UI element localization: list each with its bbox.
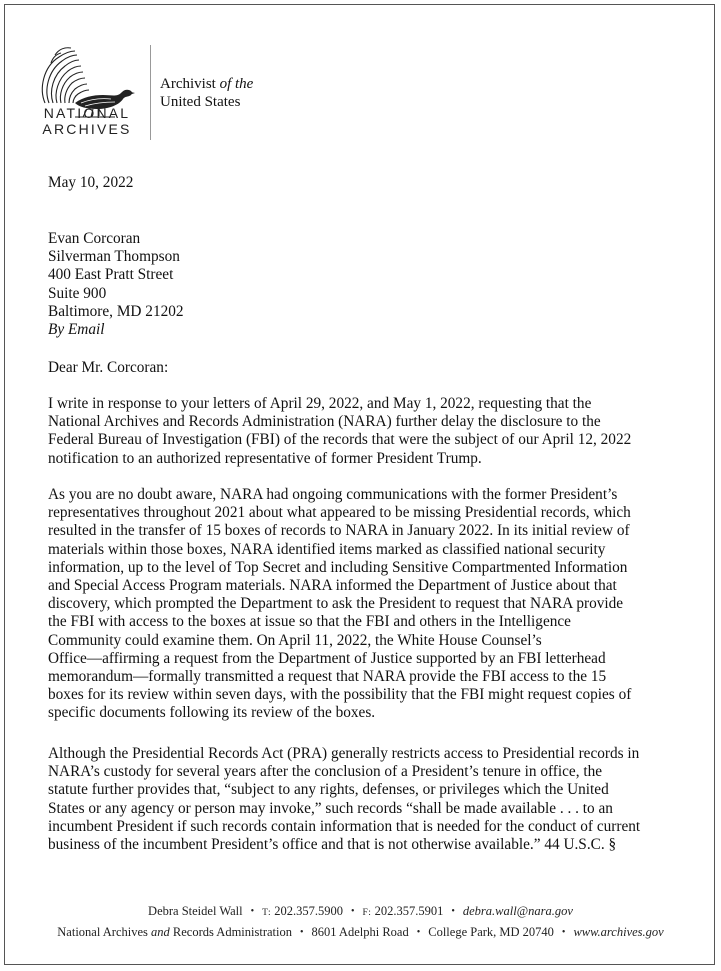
paragraph-line: Although the Presidential Records Act (PRA) generally restricts access to Presidential records in xyxy=(48,745,640,762)
paragraph-line: boxes for its review within seven days, with the possibility that the FBI might request copies of xyxy=(48,686,632,704)
paragraph-line: information, up to the level of Top Secret and including Sensitive Compartmented Information xyxy=(48,558,628,576)
letterhead-office xyxy=(160,75,253,111)
footer-org: National Archives and Records Administration xyxy=(57,925,292,939)
paragraph-line: notification to an authorized representative of former President Trump. xyxy=(48,449,482,467)
paragraph-line: the FBI with access to the boxes at issue so that the FBI and others in the Intelligence xyxy=(48,613,571,631)
recipient-address xyxy=(48,230,184,339)
footer-street: 8601 Adelphi Road xyxy=(311,925,409,939)
paragraph-line: States or any agency or person may invoke,” such records “shall be made available . . . to an xyxy=(48,799,613,817)
paragraph-line: incumbent President if such records contain information that is needed for the conduct of current xyxy=(48,817,641,835)
office-title-line1: Archivist of the xyxy=(160,76,254,92)
footer-email: debra.wall@nara.gov xyxy=(462,904,573,918)
paragraph-line: Federal Bureau of Investigation (FBI) of the records that were the subject of our April 12, 2022 xyxy=(48,431,632,449)
paragraph-line: representatives throughout 2021 about what appeared to be missing Presidential records, which xyxy=(48,504,631,522)
letter-page xyxy=(4,4,715,965)
footer-website: www.archives.gov xyxy=(573,925,664,939)
separator-dot-icon: • xyxy=(451,906,455,917)
fax-label: F: xyxy=(362,908,372,918)
footer-telephone: 202.357.5900 xyxy=(274,904,343,918)
paragraph-line: discovery, which prompted the Department to ask the President to request that NARA provide xyxy=(48,595,624,613)
tel-label: T: xyxy=(262,908,272,918)
paragraph-line: As you are no doubt aware, NARA had ongoing communications with the former President’s xyxy=(48,486,618,503)
paragraph-line: National Archives and Records Administration (NARA) further delay the disclosure to the xyxy=(48,413,601,431)
recipient-name: Evan Corcoran xyxy=(48,230,141,247)
paragraph-line: resulted in the transfer of 15 boxes of records to NARA in January 2022. In its initial review of xyxy=(48,522,630,540)
separator-dot-icon: • xyxy=(351,906,355,917)
logo-wordmark-archives: ARCHIVES xyxy=(42,121,132,137)
office-title-line2: United States xyxy=(160,94,241,110)
footer-city: College Park, MD 20740 xyxy=(428,925,554,939)
recipient-street: 400 East Pratt Street xyxy=(48,266,174,284)
paragraph-line: Community could examine them. On April 11, 2022, the White House Counsel’s xyxy=(48,631,542,649)
logo-wordmark-national: NATIONAL xyxy=(43,105,131,121)
separator-dot-icon: • xyxy=(561,927,566,938)
paragraph-line: NARA’s custody for several years after the conclusion of a President’s tenure in office, the xyxy=(48,763,603,781)
separator-dot-icon: • xyxy=(299,927,304,938)
paragraph-line: Office—affirming a request from the Department of Justice supported by an FBI letterhead xyxy=(48,649,606,667)
paragraph-3 xyxy=(48,745,688,854)
recipient-city: Baltimore, MD 21202 xyxy=(48,302,184,320)
footer-address-line xyxy=(5,925,716,940)
letter-date: May 10, 2022 xyxy=(48,174,134,191)
footer-contact-line xyxy=(5,904,716,919)
recipient-suite: Suite 900 xyxy=(48,284,107,302)
separator-dot-icon: • xyxy=(416,927,421,938)
salutation: Dear Mr. Corcoran: xyxy=(48,359,169,376)
recipient-delivery: By Email xyxy=(48,321,105,339)
paragraph-line: specific documents following its review of the boxes. xyxy=(48,704,376,722)
paragraph-line: memorandum—formally transmitted a request that NARA provide the FBI access to the 15 xyxy=(48,668,607,686)
paragraph-line: I write in response to your letters of April 29, 2022, and May 1, 2022, requesting that the xyxy=(48,395,592,412)
recipient-firm: Silverman Thompson xyxy=(48,248,180,266)
separator-dot-icon: • xyxy=(250,906,255,917)
letterhead-divider xyxy=(150,45,151,140)
paragraph-line: and Special Access Program materials. NARA informed the Department of Justice about that xyxy=(48,577,617,595)
footer-fax: 202.357.5901 xyxy=(374,904,444,918)
paragraph-line: statute further provides that, “subject to any rights, defenses, or privileges which the United xyxy=(48,781,609,799)
paragraph-line: business of the incumbent President’s office and that is not otherwise available.” 44 U.S.C. § xyxy=(48,836,617,854)
footer-name: Debra Steidel Wall xyxy=(148,904,243,918)
paragraph-1 xyxy=(48,395,688,468)
paragraph-line: materials within those boxes, NARA identified items marked as classified national security xyxy=(48,540,606,558)
paragraph-2 xyxy=(48,486,688,723)
